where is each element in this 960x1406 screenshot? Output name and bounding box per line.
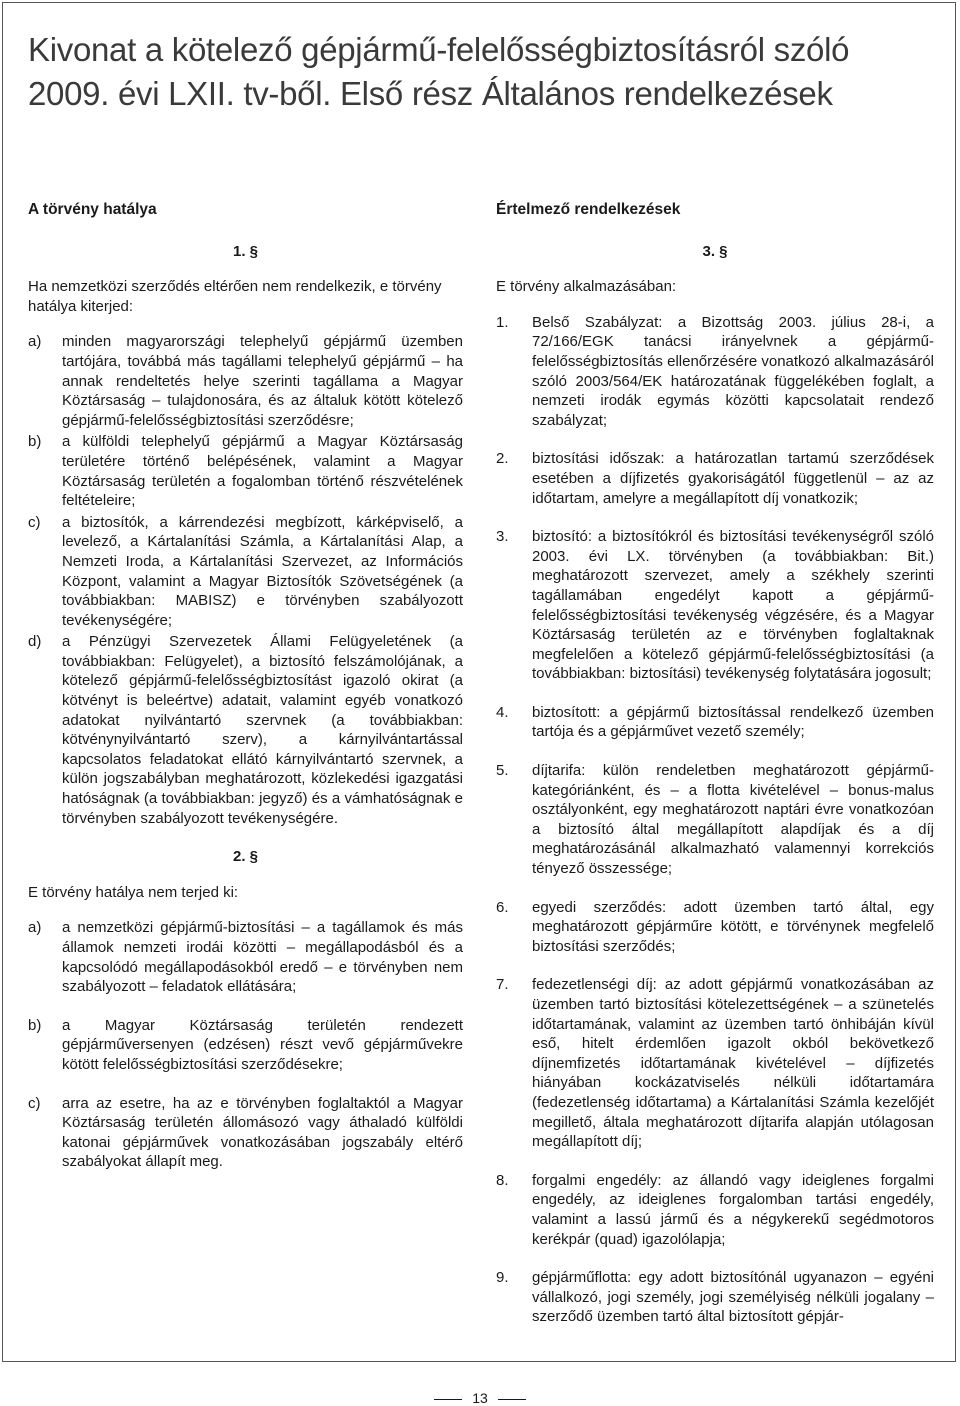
list-item [28,332,463,430]
item-label: c) [28,1094,41,1112]
list-item [496,703,934,742]
section-1-intro: Ha nemzetközi szerződés eltérően nem rendelkezik, e törvény hatálya kiterjed: [28,278,442,315]
title-line-1: Kivonat a kötelező gépjármű-felelősségbiztosításról szóló [28,31,850,68]
list-item [496,898,934,957]
list-item [28,513,463,631]
list-item [28,1016,463,1075]
list-item [28,432,463,510]
item-label: 2. [496,450,509,468]
item-text: minden magyarországi telephelyű gépjármű üzemben tartójára, továbbá más tagállami telephelyű gépjármű – ha annak rendeltetés helye szerinti tagállama a Magyar Köztársaság – tulajdonosára, és az általuk kötött kötelező gépjármű-felelősségbiztosítási szerződésre; [62,333,463,429]
list-item [496,1268,934,1327]
item-text: a biztosítók, a kárrendezési megbízott, kárképviselő, a levelező, a Kártalanítási Számla, a Kártalanítási Alap, a Nemzeti Iroda, a Kártalanítási Szervezet, az Információs Központ, valamint a Magyar Biztosítók Szövetségének (a továbbiakban: MABISZ) e törvényben szabályozott tevékenységére; [62,513,463,629]
list-item [496,527,934,684]
item-label: 4. [496,703,509,721]
item-label: c) [28,513,41,531]
title-line-2: 2009. évi LXII. tv-ből. Első rész Általános rendelkezések [28,75,833,112]
item-label: 5. [496,762,509,780]
item-label: b) [28,1016,42,1034]
item-text: gépjárműflotta: egy adott biztosítónál ugyanazon – egyéni vállalkozó, jogi személy, jogi személyiség nélküli jogalany – szerződő üzemben tartó által biztosított gépjár- [532,1269,934,1326]
list-item [496,449,934,508]
list-item [496,975,934,1151]
document-title [28,28,928,116]
item-label: a) [28,919,42,937]
list-item [28,1094,463,1172]
right-column [496,200,934,1346]
item-label: 7. [496,976,509,994]
section-sign-1: 1. § [232,242,259,260]
item-text: egyedi szerződés: adott üzemben tartó által, egy meghatározott gépjárműre kötött, e törvénynek megfelelő biztosítási szerződés; [532,898,934,955]
item-text: Belső Szabályzat: a Bizottság 2003. július 28-i, a 72/166/EGK tanácsi irányelvnek a gépjármű-felelősségbiztosítás ellenőrzésére vonatkozó alkalmazásáról szóló 2003/564/EK határozatának függelékében foglalt, a nemzeti irodák egymás közötti kapcsolatait rendező szabályzat; [532,313,934,429]
item-label: 1. [496,313,509,331]
page-number-footer [0,1390,960,1406]
item-text: biztosítási időszak: a határozatlan tartamú szerződések esetében a díjfizetés gyakoriságától függetlenül – az az időtartam, amelyre a megállapított díj vonatkozik; [532,450,934,507]
item-text: a Magyar Köztársaság területén rendezett gépjárműversenyen (edzésen) részt vevő gépjárművekre kötött felelősségbiztosítási szerződésekre; [62,1016,463,1073]
item-label: 8. [496,1171,509,1189]
list-item [28,632,463,828]
item-text: biztosított: a gépjármű biztosítással rendelkező üzemben tartója és a gépjárművet vezető személy; [532,703,934,741]
left-column [28,200,463,1191]
section-3-intro: E törvény alkalmazásában: [496,278,677,296]
section-sign-3: 3. § [702,242,728,260]
footer-dash-right [498,1399,526,1400]
item-label: 6. [496,898,509,916]
item-label: 3. [496,528,509,546]
list-item [496,1171,934,1249]
item-text: arra az esetre, ha az e törvényben foglaltaktól a Magyar Köztársaság területén állomásozó vagy áthaladó külföldi katonai gépjárművek vonatkozásában jogszabály eltérő szabályokat állapít meg. [62,1094,463,1171]
item-text: a nemzetközi gépjármű-biztosítási – a tagállamok és más államok nemzeti irodái közötti – megállapodásból és a kapcsolódó megállapodásokból eredő – e törvényben nem szabályozott – feladatok ellátására; [62,919,463,996]
list-item [496,313,934,431]
item-text: díjtarifa: külön rendeletben meghatározott gépjármű-kategóriánként, és – a flotta kivételével – bonus-malus osztályonként, egy meghatározott naptári évre vonatkozóan a biztosító által megállapított alapdíjak és a díj meghatározásánál alkalmazható valamennyi korrekciós tényező összessége; [532,762,934,878]
section-2-intro: E törvény hatálya nem terjed ki: [28,883,239,901]
list-item [28,918,463,996]
item-label: d) [28,633,42,651]
item-text: a külföldi telephelyű gépjármű a Magyar Köztársaság területére történő belépésének, valamint a Magyar Köztársaság területén a fogalomban történő részvételének feltételeire; [62,433,463,510]
item-label: a) [28,333,42,351]
section-heading-definitions: Értelmező rendelkezések [496,201,681,218]
section-heading-scope: A törvény hatálya [28,201,157,218]
list-item [496,761,934,879]
item-label: b) [28,433,42,451]
footer-dash-left [434,1399,462,1400]
item-text: forgalmi engedély: az állandó vagy ideiglenes forgalmi engedély, az ideiglenes forgalomban tartási engedély, valamint a lassú jármű és a négykerekű segédmotoros kerékpár (quad) igazolólapja; [532,1171,934,1248]
item-text: fedezetlenségi díj: az adott gépjármű vonatkozásában az üzemben tartó biztosítási kötelezettségének – a szünetelés időtartamának, valamint az üzemben tartó önhibáján kívül eső, hitelt érdemlően igazolt okból bekövetkező díjnemfizetés időtartamának kivételével – díjfizetés hiányában kockázatviselés nélküli időtartamára (fedezetlenség időtartama) a Kártalanítási Számla kezelőjét megillető, általa meghatározott díjtarifa alapján utólagosan megállapított díj; [532,976,934,1151]
page-number: 13 [472,1390,488,1406]
item-text: biztosító: a biztosítókról és biztosítási tevékenységről szóló 2003. évi LX. törvényben (a továbbiakban: Bit.) meghatározott szervezet, amely a székhely szerinti tagállamában engedélyt kapott a gépjármű-felelősségbiztosítási tevékenység végzésére, és a Magyar Köztársaság területén az e törvényben foglaltaknak megfelelően a kötelező gépjármű-felelősségbiztosítási (a továbbiakban: biztosítási) tevékenység folytatására jogosult; [532,528,934,683]
item-label: 9. [496,1269,509,1287]
section-sign-2: 2. § [232,848,259,866]
item-text: a Pénzügyi Szervezetek Állami Felügyeletének (a továbbiakban: Felügyelet), a biztosító felszámolójának, a kötelező gépjármű-felelősségbiztosítást igazoló okirat (a kötvényt is beleértve) adatait, valamint egyéb vonatkozó adatokat nyilvántartó szervnek (a továbbiakban: kötvénynyilvántartó szerv), a kárnyilvántartással kapcsolatos feladatokat ellátó kárnyilvántartó szervnek, a külön jogszabályban meghatározott, közlekedési igazgatási hatóságnak (a továbbiakban: jegyző) és a vámhatóságnak e törvényben szabályozott tevékenységére. [62,633,463,827]
